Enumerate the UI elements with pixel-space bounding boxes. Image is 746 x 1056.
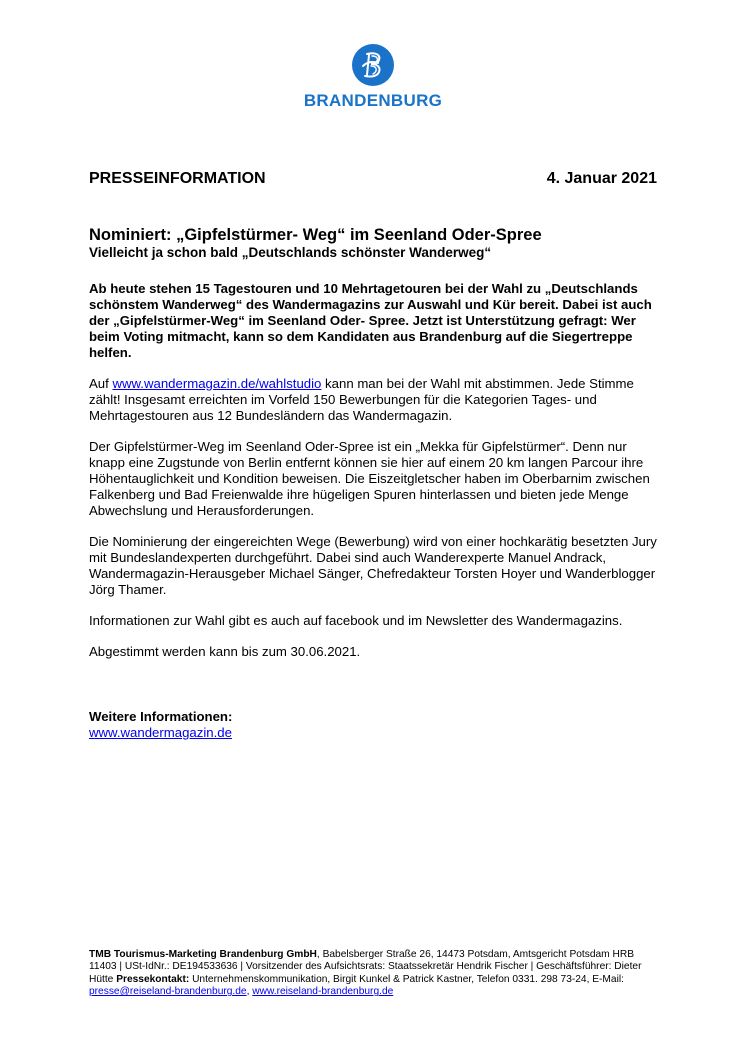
article-body xyxy=(89,281,659,675)
more-info xyxy=(89,709,232,741)
footer-contact-label: Pressekontakt: xyxy=(116,973,190,985)
more-info-label: Weitere Informationen: xyxy=(89,709,233,724)
footer-line1: , Babelsberger Straße 26, 14473 Potsdam, Amtsgericht Potsdam HRB 11403 | USt-IdNr.: DE194533636 | Vorsitzender des Aufsichtsrats: Staatssekretär Hendrik Fischer | Geschäftsführer: Dieter Hütte xyxy=(89,949,642,985)
paragraph-voting-pre: Auf xyxy=(89,376,113,391)
press-header xyxy=(89,170,657,188)
brand-logo xyxy=(0,44,746,111)
press-date: 4. Januar 2021 xyxy=(546,170,657,187)
footer-imprint xyxy=(89,949,664,999)
footer-email-link[interactable]: presse@reiseland-brandenburg.de xyxy=(89,986,247,998)
lead-paragraph: Ab heute stehen 15 Tagestouren und 10 Mehrtagetouren bei der Wahl zu „Deutschlands schönstem Wanderweg“ des Wandermagazins zur Auswahl und Kür bereit. Dabei ist auch der „Gipfelstürmer-Weg“ im Seenland Oder- Spree. Jetzt ist Unterstützung gefragt: Wer beim Voting mitmacht, kann so dem Kandidaten aus Brandenburg auf die Siegertreppe helfen. xyxy=(89,281,652,360)
footer-website-link[interactable]: www.reiseland-brandenburg.de xyxy=(252,986,394,998)
wahlstudio-link[interactable]: www.wandermagazin.de/wahlstudio xyxy=(112,376,322,391)
headline-title: Nominiert: „Gipfelstürmer- Weg“ im Seenland Oder-Spree xyxy=(89,226,542,244)
paragraph-deadline: Abgestimmt werden kann bis zum 30.06.2021. xyxy=(89,644,361,659)
brandenburg-b-logo-icon xyxy=(352,44,394,86)
paragraph-voting xyxy=(89,376,659,424)
footer-line2: Unternehmenskommunikation, Birgit Kunkel & Patrick Kastner, Telefon 0331. 298 73-24, E-Mail: xyxy=(189,973,624,985)
wandermagazin-link[interactable]: www.wandermagazin.de xyxy=(89,725,232,740)
logo-wordmark: BRANDENBURG xyxy=(303,91,443,110)
paragraph-voting-post: kann man bei der Wahl mit abstimmen. Jede Stimme zählt! Insgesamt erreichten im Vorfeld 150 Bewerbungen für die Kategorien Tages- und Mehrtagestouren aus 12 Bundesländern das Wandermagazin. xyxy=(89,376,634,423)
paragraph-trail: Der Gipfelstürmer-Weg im Seenland Oder-Spree ist ein „Mekka für Gipfelstürmer“. Denn nur knapp eine Zugstunde von Berlin entfernt können sie hier auf einem 20 km langen Parcour ihre Höhentauglichkeit und Kondition beweisen. Die Eiszeitgletscher haben im Oberbarnim zwischen Falkenberg und Bad Freienwalde ihre hügeligen Spuren hinterlassen und bieten jede Menge Abwechslung und Herausforderungen. xyxy=(89,439,650,518)
press-label: PRESSEINFORMATION xyxy=(89,170,266,187)
paragraph-social: Informationen zur Wahl gibt es auch auf facebook und im Newsletter des Wandermagazins. xyxy=(89,613,623,628)
paragraph-jury: Die Nominierung der eingereichten Wege (Bewerbung) wird von einer hochkarätig besetzten Jury mit Bundeslandexperten durchgeführt. Dabei sind auch Wanderexperte Manuel Andrack, Wandermagazin-Herausgeber Michael Sänger, Chefredakteur Torsten Hoyer und Wanderblogger Jörg Thamer. xyxy=(89,534,657,597)
footer-sep: , xyxy=(246,986,253,998)
headline-block xyxy=(89,225,657,261)
headline-subtitle: Vielleicht ja schon bald „Deutschlands schönster Wanderweg“ xyxy=(89,245,492,260)
footer-company: TMB Tourismus-Marketing Brandenburg GmbH xyxy=(89,949,317,960)
